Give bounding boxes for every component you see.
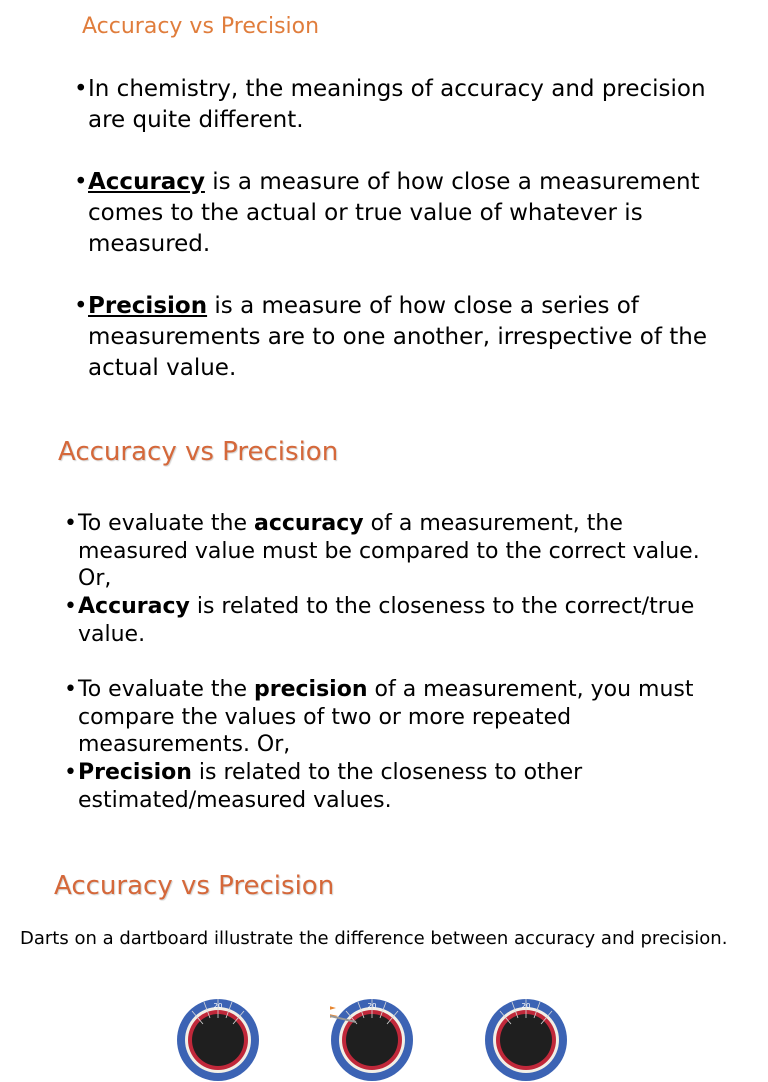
dartboard-icon [176,998,260,1082]
bullet-dot: • [74,169,88,195]
bullet-keyword: Accuracy [78,594,190,619]
slide3-title: Accuracy vs Precision [54,871,335,901]
slide3-caption: Darts on a dartboard illustrate the difference between accuracy and precision. [20,928,728,949]
bullet-keyword: precision [253,677,368,702]
bullet-dot: • [74,293,88,319]
slide1-bullet-1 [74,74,738,136]
dartboard-icon [484,998,568,1082]
slide1-bullet-2 [74,167,738,260]
bullet-dot: • [74,76,88,102]
bullet-text: In chemistry, the meanings of accuracy and precision are quite different. [88,76,706,133]
bullet-keyword: Precision [88,293,208,319]
slide2-bullet-1 [64,510,728,593]
slide2-bullet-4 [64,759,728,814]
dartboard-number: 20 [213,1002,223,1010]
dartboard-number: 20 [521,1002,531,1010]
slide1-title: Accuracy vs Precision [82,14,320,39]
slide2-bullet-2 [64,593,728,648]
bullet-dot: • [64,594,77,619]
bullet-text-pre: To evaluate the [78,511,254,536]
bullet-keyword: Precision [78,760,192,785]
bullet-text: is a measure of how close a series of measurements are to one another, irrespective of the actual value. [88,293,707,381]
bullet-text: is a measure of how close a measurement comes to the actual or true value of whatever is measured. [88,169,700,257]
bullet-dot: • [64,677,77,702]
slide2-title: Accuracy vs Precision [58,437,339,467]
bullet-text-post: of a measurement, you must compare the values of two or more repeated measurements. Or, [78,677,694,757]
bullet-keyword: Accuracy [88,169,205,195]
dartboard-number: 20 [367,1002,377,1010]
bullet-text-post: is related to the closeness to the correct/true value. [78,594,695,647]
bullet-keyword: accuracy [253,511,364,536]
slide2-bullet-3 [64,676,728,759]
slide1-bullet-3 [74,291,738,384]
bullet-dot: • [64,760,77,785]
bullet-text-post: is related to the closeness to other estimated/measured values. [78,760,583,813]
dartboard-icon [330,998,414,1082]
bullet-text-post: of a measurement, the measured value must be compared to the correct value. Or, [78,511,700,591]
bullet-dot: • [64,511,77,536]
bullet-text-pre: To evaluate the [78,677,254,702]
